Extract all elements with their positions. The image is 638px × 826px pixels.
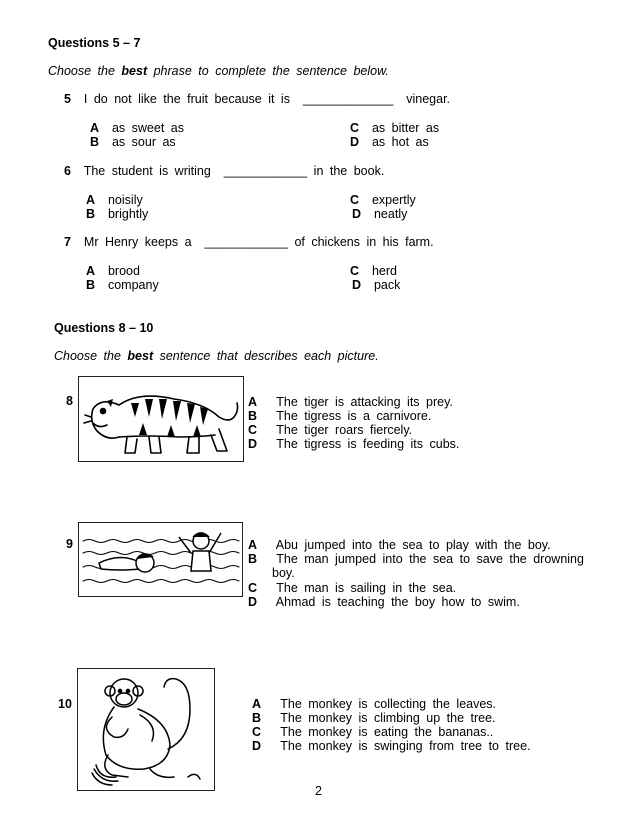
question-9-number: 9 bbox=[66, 537, 73, 551]
q5-option-b[interactable]: B as sour as bbox=[90, 135, 176, 149]
question-5: 5 I do not like the fruit because it is _____________ vinegar. bbox=[64, 92, 451, 106]
question-8-number: 8 bbox=[66, 394, 73, 408]
q10-option-d[interactable]: D The monkey is swinging from tree to tree. bbox=[252, 739, 531, 753]
q7-option-c[interactable]: C herd bbox=[350, 264, 398, 278]
q5-option-a[interactable]: A as sweet as bbox=[90, 121, 184, 135]
question-10-number: 10 bbox=[58, 697, 72, 711]
q5-option-d[interactable]: D as hot as bbox=[350, 135, 429, 149]
question-6: 6 The student is writing ____________ in the book. bbox=[64, 164, 385, 178]
q9-option-b[interactable]: B The man jumped into the sea to save the drowning bbox=[248, 552, 584, 566]
q6-option-d[interactable]: D neatly bbox=[352, 207, 408, 221]
q6-option-b[interactable]: B brightly bbox=[86, 207, 149, 221]
q7-option-d[interactable]: D pack bbox=[352, 278, 401, 292]
swimmer-and-boy-drawing-icon bbox=[78, 522, 243, 597]
q10-option-b[interactable]: B The monkey is climbing up the tree. bbox=[252, 711, 496, 725]
q10-option-a[interactable]: A The monkey is collecting the leaves. bbox=[252, 697, 497, 711]
q8-option-d[interactable]: D The tigress is feeding its cubs. bbox=[248, 437, 460, 451]
q9-option-c[interactable]: C The man is sailing in the sea. bbox=[248, 581, 457, 595]
q10-option-c[interactable]: C The monkey is eating the bananas.. bbox=[252, 725, 494, 739]
section-instruction-1: Choose the best phrase to complete the sentence below. bbox=[48, 64, 389, 78]
q9-option-a[interactable]: A Abu jumped into the sea to play with the boy. bbox=[248, 538, 551, 552]
q9-option-b-continued: boy. bbox=[272, 566, 295, 580]
q7-option-a[interactable]: A brood bbox=[86, 264, 140, 278]
q6-option-a[interactable]: A noisily bbox=[86, 193, 143, 207]
section-heading-questions-8-10: Questions 8 – 10 bbox=[54, 321, 154, 335]
section-instruction-2: Choose the best sentence that describes each picture. bbox=[54, 349, 379, 363]
tiger-roaring-drawing-icon bbox=[78, 376, 244, 462]
monkey-with-bananas-drawing-icon bbox=[77, 668, 215, 791]
q5-option-c[interactable]: C as bitter as bbox=[350, 121, 440, 135]
section-heading-questions-5-7: Questions 5 – 7 bbox=[48, 36, 141, 50]
q9-option-d[interactable]: D Ahmad is teaching the boy how to swim. bbox=[248, 595, 520, 609]
q7-option-b[interactable]: B company bbox=[86, 278, 159, 292]
question-7: 7 Mr Henry keeps a ____________ of chickens in his farm. bbox=[64, 235, 434, 249]
page-number: 2 bbox=[315, 784, 322, 798]
q6-option-c[interactable]: C expertly bbox=[350, 193, 416, 207]
q8-option-a[interactable]: A The tiger is attacking its prey. bbox=[248, 395, 453, 409]
q8-option-b[interactable]: B The tigress is a carnivore. bbox=[248, 409, 432, 423]
q8-option-c[interactable]: C The tiger roars fiercely. bbox=[248, 423, 413, 437]
